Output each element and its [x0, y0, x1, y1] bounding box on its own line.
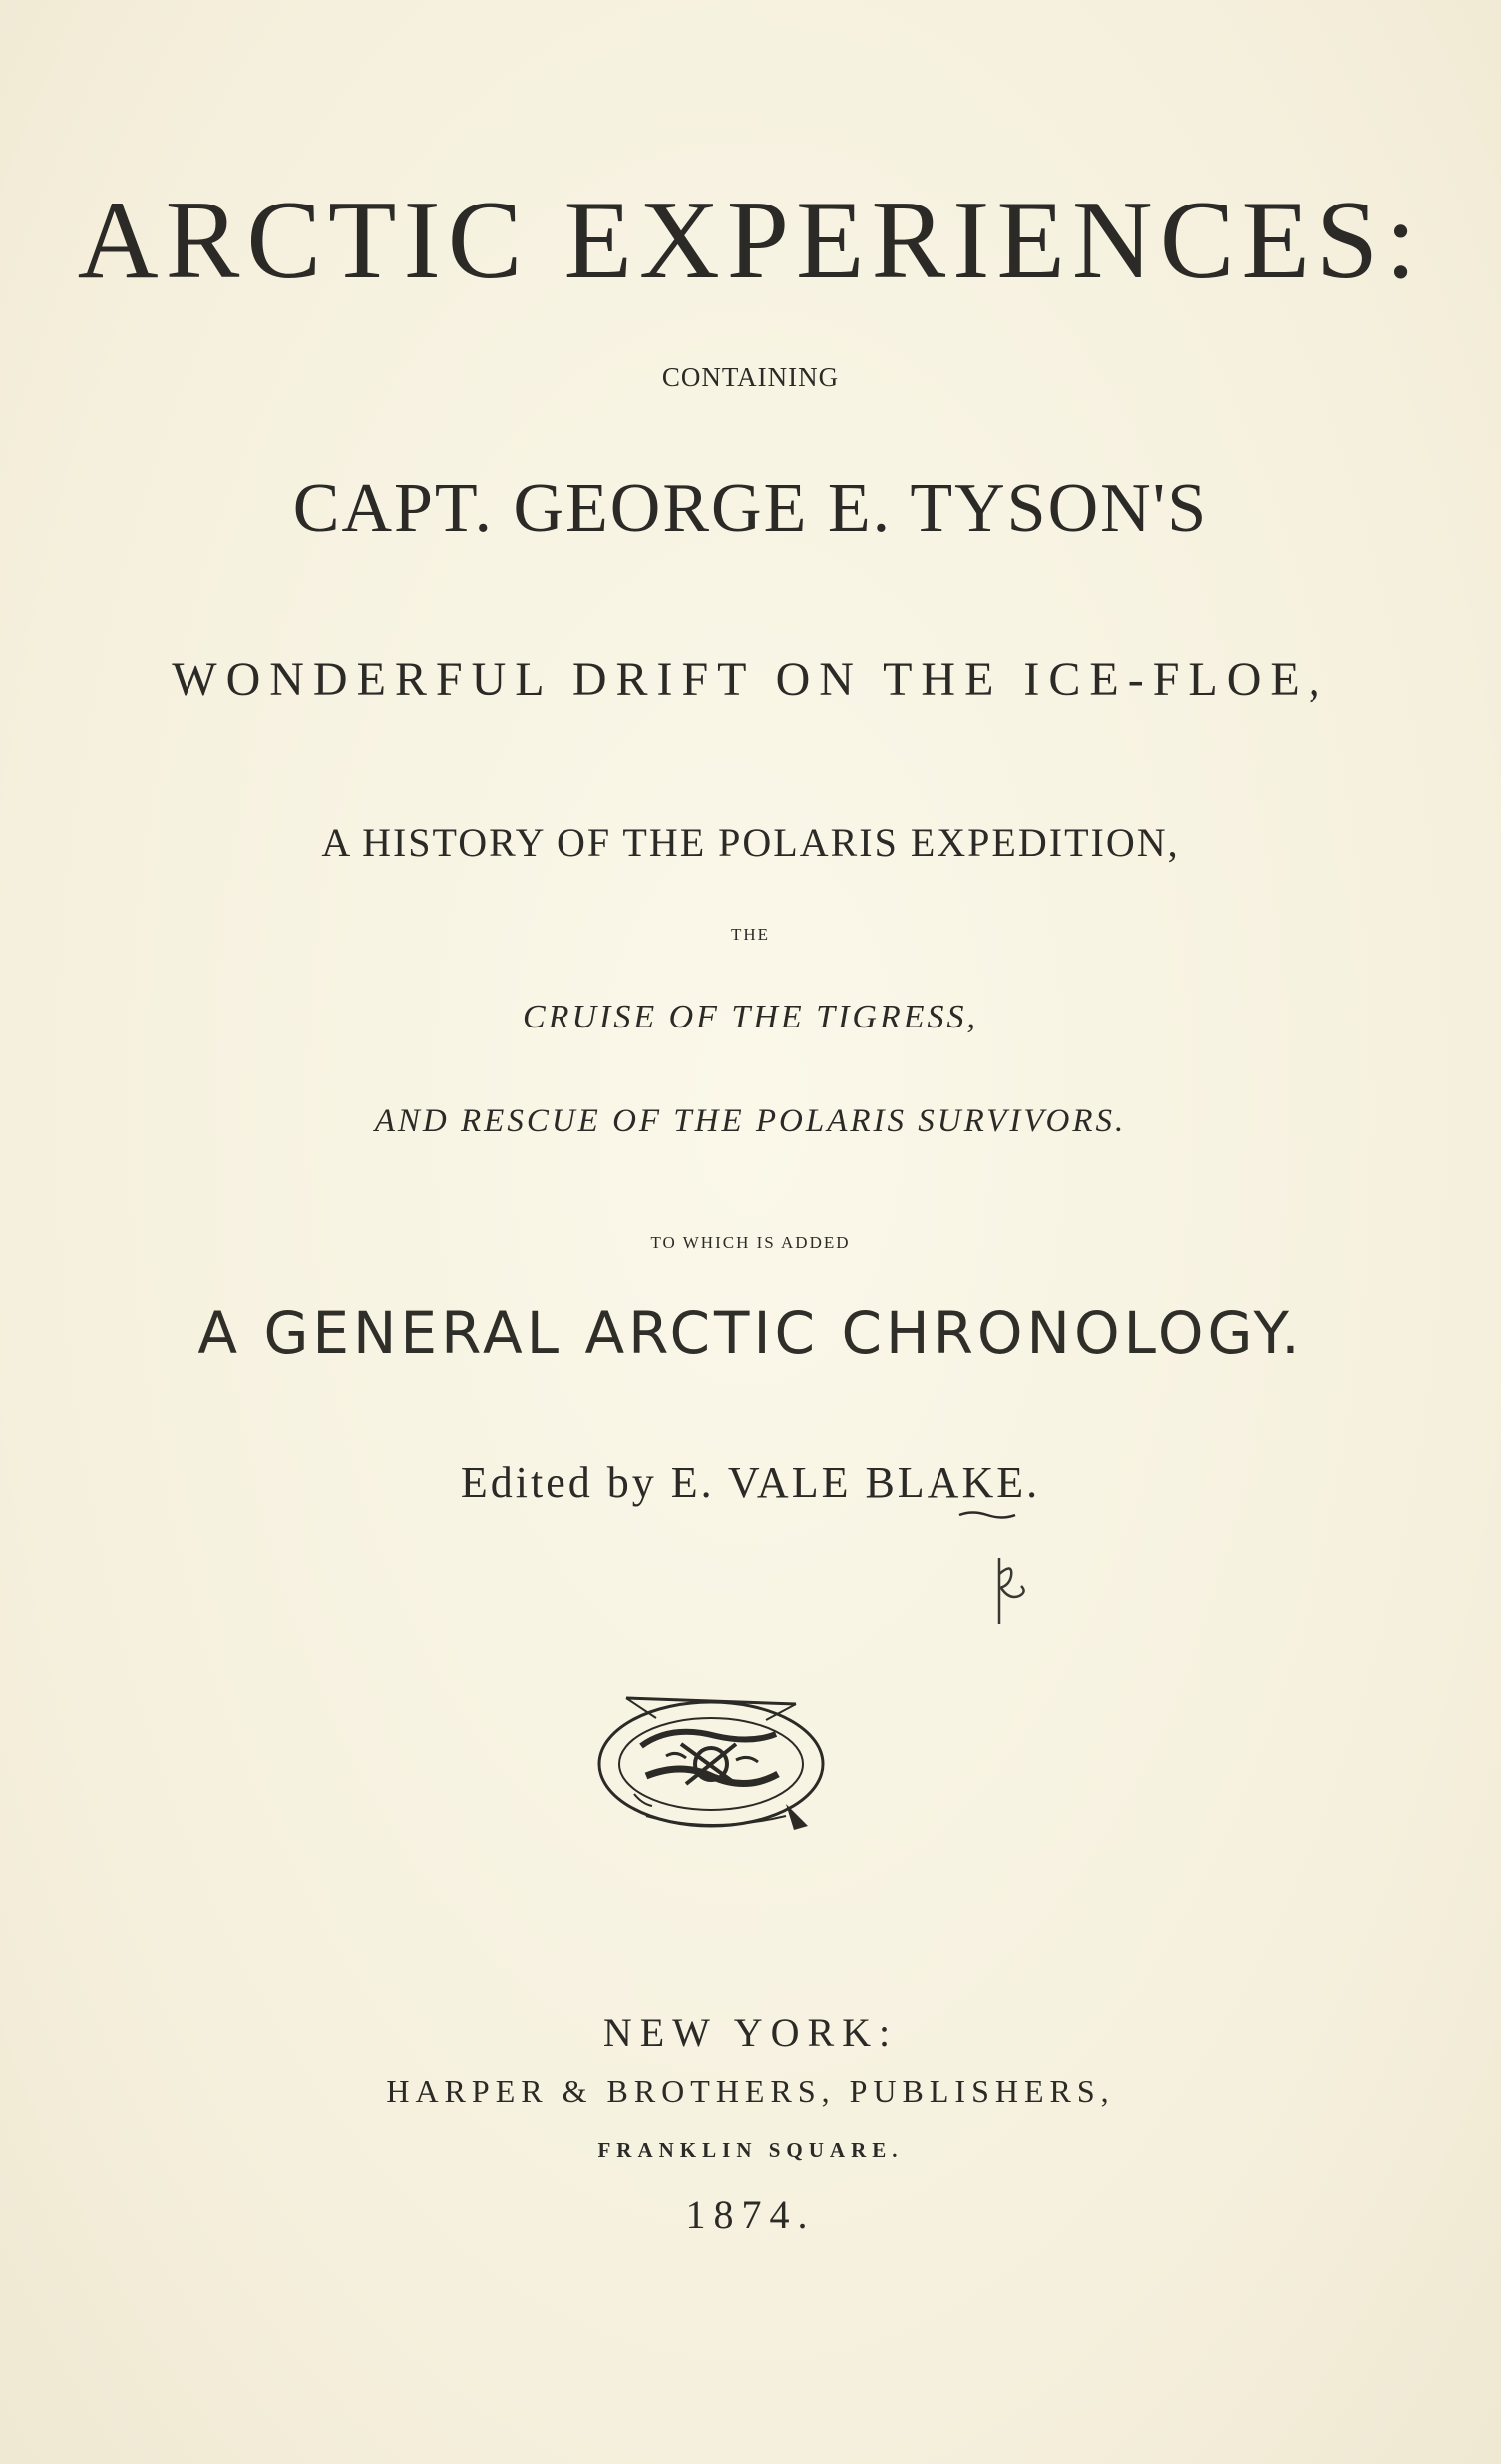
imprint-year: 1874.: [685, 2192, 816, 2237]
imprint-address: FRANKLIN SQUARE.: [597, 2138, 904, 2162]
imprint-city: NEW YORK:: [602, 2010, 899, 2055]
handwritten-signature-icon: [989, 1556, 1049, 1626]
captain-name: CAPT. GEORGE E. TYSON'S: [292, 470, 1209, 547]
the-label: THE: [730, 925, 771, 944]
cruise-subtitle: CRUISE OF THE TIGRESS,: [523, 999, 978, 1035]
publisher-seal-icon: [586, 1684, 836, 1836]
added-label: TO WHICH IS ADDED: [650, 1233, 851, 1252]
history-subtitle: A HISTORY OF THE POLARIS EXPEDITION,: [321, 820, 1180, 865]
containing-label: CONTAINING: [661, 362, 840, 392]
underline-flourish-icon: [957, 1509, 1017, 1521]
imprint-publisher: HARPER & BROTHERS, PUBLISHERS,: [386, 2073, 1115, 2109]
chronology-subtitle: A GENERAL ARCTIC CHRONOLOGY.: [197, 1299, 1304, 1367]
drift-subtitle: WONDERFUL DRIFT ON THE ICE-FLOE,: [172, 653, 1329, 706]
rescue-subtitle: AND RESCUE OF THE POLARIS SURVIVORS.: [374, 1103, 1127, 1139]
editor-line: Edited by E. VALE BLAKE.: [460, 1458, 1041, 1507]
book-title: ARCTIC EXPERIENCES:: [77, 179, 1424, 302]
